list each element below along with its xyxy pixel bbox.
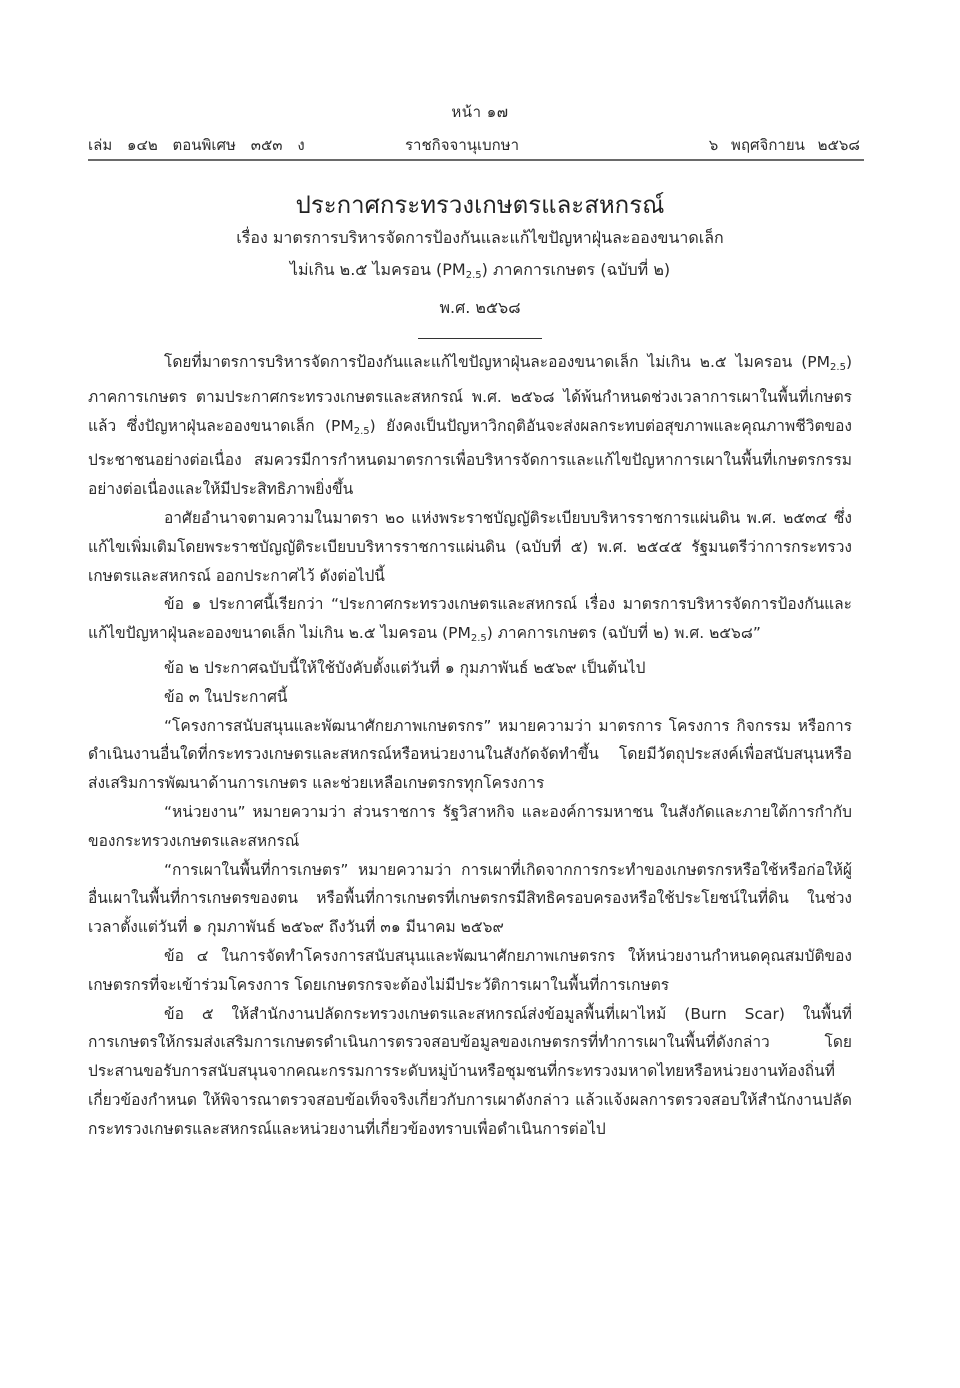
definition-2: “หน่วยงาน” หมายความว่า ส่วนราชการ รัฐวิสาหกิจ และองค์การมหาชน ในสังกัดและภายใต้การกำกับของกระทรวงเกษตรและสหกรณ์ [88,802,852,850]
title-block [0,188,960,339]
definition-3: “การเผาในพื้นที่การเกษตร” หมายความว่า การเผาที่เกิดจากการกระทำของเกษตรกรหรือใช้หรือก่อให้ผู้อื่นเผาในพื้นที่การเกษตรของตน หรือพื้นที่การเกษตรที่เกษตรกรมีสิทธิครอบครองหรือใช้ประโยชน์ในที่ดิน ในช่วงเวลาตั้งแต่วันที่ ๑ กุมภาพันธ์ ๒๕๖๙ ถึงวันที่ ๓๑ มีนาคม ๒๕๖๙ [88,860,852,937]
volume-issue: เล่ม ๑๔๒ ตอนพิเศษ ๓๕๓ ง [88,136,305,154]
document-title: ประกาศกระทรวงเกษตรและสหกรณ์ [295,191,665,219]
publication-name: ราชกิจจานุเบกษา [405,136,520,154]
preamble-paragraph-1 [88,348,852,504]
clause-2: ข้อ ๒ ประกาศฉบับนี้ให้ใช้บังคับตั้งแต่วันที่ ๑ กุมภาพันธ์ ๒๕๖๙ เป็นต้นไป [164,658,646,677]
paragraph-text: ) ภาคการเกษตร ตามประกาศกระทรวงเกษตรและสหกรณ์ พ.ศ. ๒๕๖๘ ได้พ้นกำหนดช่วงเวลาการเผาในพื้นที่เกษตรแล้ว ซึ่งปัญหาฝุ่นละอองขนาดเล็ก (PM [88,353,852,435]
paragraph-text: ) ยังคงเป็นปัญหาวิกฤติอันจะส่งผลกระทบต่อสุขภาพและคุณภาพชีวิตของประชาชนอย่างต่อเนื่อง สมควรมีการกำหนดมาตรการเพื่อบริหารจัดการและแก้ไขปัญหาการเผาในพื้นที่เกษตรกรรมอย่างต่อเนื่องและให้มีประสิทธิภาพยิ่งขึ้น [88,416,852,499]
title-divider [418,338,542,339]
definition-1: “โครงการสนับสนุนและพัฒนาศักยภาพเกษตรกร” หมายความว่า มาตรการ โครงการ กิจกรรม หรือการดำเนินงานอื่นใดที่กระทรวงเกษตรและสหกรณ์หรือหน่วยงานในสังกัดจัดทำขึ้น โดยมีวัตถุประสงค์เพื่อสนับสนุนหรือส่งเสริมการพัฒนาด้านการเกษตร และช่วยเหลือเกษตรกรทุกโครงการ [88,716,852,793]
subject-line-2 [0,254,960,292]
subject-line-1: เรื่อง มาตรการบริหารจัดการป้องกันและแก้ไขปัญหาฝุ่นละอองขนาดเล็ก [236,228,724,247]
page-number: หน้า ๑๗ [451,103,509,121]
paragraph-text: ) ภาคการเกษตร (ฉบับที่ ๒) พ.ศ. ๒๕๖๘” [486,624,761,643]
preamble-paragraph-2: อาศัยอำนาจตามความในมาตรา ๒๐ แห่งพระราชบัญญัติระเบียบบริหารราชการแผ่นดิน พ.ศ. ๒๕๓๔ ซึ่งแก้ไขเพิ่มเติมโดยพระราชบัญญัติระเบียบบริหารราชการแผ่นดิน (ฉบับที่ ๕) พ.ศ. ๒๕๔๕ รัฐมนตรีว่าการกระทรวงเกษตรและสหกรณ์ ออกประกาศไว้ ดังต่อไปนี้ [88,508,852,585]
pm-subscript: 2.5 [353,425,370,437]
subject-text: ไม่เกิน ๒.๕ ไมครอน (PM [289,260,466,279]
publication-date: ๖ พฤศจิกายน ๒๕๖๘ [708,136,860,154]
clause-5: ข้อ ๕ ให้สำนักงานปลัดกระทรวงเกษตรและสหกรณ์ส่งข้อมูลพื้นที่เผาไหม้ (Burn Scar) ในพื้นที่การเกษตรให้กรมส่งเสริมการเกษตรดำเนินการตรวจสอบข้อมูลของเกษตรกรที่ทำการเผาในพื้นที่ดังกล่าว โดยประสานขอรับการสนับสนุนจากคณะกรรมการระดับหมู่บ้านหรือชุมชนที่กระทรวงมหาดไทยหรือหน่วยงานท้องถิ่นที่เกี่ยวข้องกำหนด ให้พิจารณาตรวจสอบข้อเท็จจริงเกี่ยวกับการเผาดังกล่าว แล้วแจ้งผลการตรวจสอบให้สำนักงานปลัดกระทรวงเกษตรและสหกรณ์และหน่วยงานที่เกี่ยวข้องทราบเพื่อดำเนินการต่อไป [88,1004,852,1138]
clause-3: ข้อ ๓ ในประกาศนี้ [164,687,288,706]
pm-subscript: 2.5 [830,362,846,373]
document-year: พ.ศ. ๒๕๖๘ [439,298,521,317]
pm-subscript: 2.5 [465,270,482,281]
pm-subscript: 2.5 [470,633,487,645]
clause-1 [88,590,852,654]
clause-4: ข้อ ๔ ในการจัดทำโครงการสนับสนุนและพัฒนาศักยภาพเกษตรกร ให้หน่วยงานกำหนดคุณสมบัติของเกษตรกรที่จะเข้าร่วมโครงการ โดยเกษตรกรจะต้องไม่มีประวัติการเผาในพื้นที่การเกษตร [88,946,852,994]
paragraph-text: ข้อ ๑ ประกาศนี้เรียกว่า “ประกาศกระทรวงเกษตรและสหกรณ์ เรื่อง มาตรการบริหารจัดการป้องกันและแก้ไขปัญหาฝุ่นละอองขนาดเล็ก ไม่เกิน ๒.๕ ไมครอน (PM [88,595,852,643]
subject-text: ) ภาคการเกษตร (ฉบับที่ ๒) [481,260,671,279]
paragraph-text: โดยที่มาตรการบริหารจัดการป้องกันและแก้ไขปัญหาฝุ่นละอองขนาดเล็ก ไม่เกิน ๒.๕ ไมครอน (PM [164,353,831,371]
gazette-header [88,133,864,161]
document-body [88,348,852,1144]
